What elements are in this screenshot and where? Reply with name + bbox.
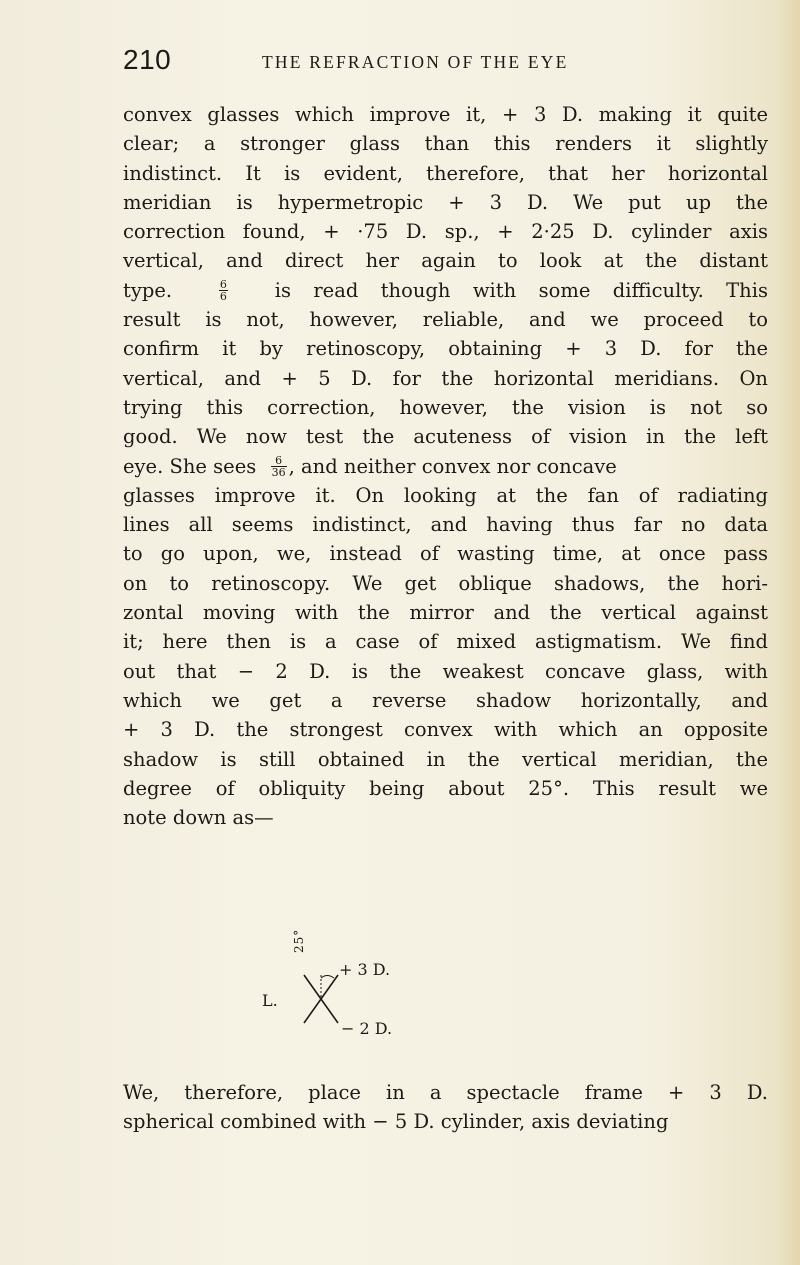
text-line: trying this correction, however, the vision is not so: [123, 395, 768, 419]
page-number: 210: [123, 44, 172, 75]
text-segment: is read though with some difficulty. This: [274, 278, 768, 302]
text-line: it; here then is a case of mixed astigmatism. We find: [123, 630, 768, 654]
text-line: degree of obliquity being about 25°. This result we: [123, 776, 768, 800]
text-line: result is not, however, reliable, and we proceed to: [123, 308, 768, 332]
page-header: [0, 42, 800, 82]
text-line: shadow is still obtained in the vertical meridian, the: [123, 747, 768, 771]
minus-meridian-label: − 2 D.: [341, 1019, 393, 1038]
text-line: on to retinoscopy. We get oblique shadows, the hori-: [123, 571, 768, 595]
text-line: convex glasses which improve it, + 3 D. making it quite: [123, 103, 768, 126]
text-line: note down as—: [123, 806, 274, 830]
text-line: good. We now test the acuteness of vision in the left: [123, 425, 768, 449]
text-segment: , and neither convex nor concave: [288, 454, 617, 478]
running-head: THE REFRACTION OF THE EYE: [262, 52, 569, 72]
text-line: meridian is hypermetropic + 3 D. We put up the: [123, 190, 768, 214]
visual-acuity-fraction: [219, 279, 228, 302]
text-segment: type.: [123, 278, 173, 302]
text-line: correction found, + ·75 D. sp., + 2·25 D. cylinder axis: [123, 220, 768, 244]
text-line: lines all seems indistinct, and having thus far no data: [123, 513, 768, 537]
text-segment: eye. She sees: [123, 454, 257, 478]
text-line-with-fraction: [123, 452, 768, 481]
text-line: indistinct. It is evident, therefore, that her horizontal: [123, 161, 768, 185]
text-line: which we get a reverse shadow horizontally, and: [123, 688, 768, 712]
fraction-denominator: 36: [271, 465, 286, 479]
text-line: vertical, and + 5 D. for the horizontal meridians. On: [123, 366, 768, 390]
closing-paragraph: [123, 1078, 768, 1137]
visual-acuity-fraction: [271, 455, 287, 478]
fraction-numerator: 6: [271, 455, 287, 467]
text-line: zontal moving with the mirror and the vertical against: [123, 601, 768, 625]
text-line: clear; a stronger glass than this renders it slightly: [123, 132, 768, 156]
text-line: glasses improve it. On looking at the fan of radiating: [123, 483, 768, 507]
text-line: out that − 2 D. is the weakest concave glass, with: [123, 659, 768, 683]
text-line: to go upon, we, instead of wasting time, at once pass: [123, 542, 768, 566]
text-line: + 3 D. the strongest convex with which an opposite: [123, 718, 768, 742]
astigmatism-diagram: [262, 915, 462, 1055]
fraction-numerator: 6: [219, 277, 227, 291]
text-line: We, therefore, place in a spectacle frame + 3 D.: [123, 1081, 768, 1104]
text-line: confirm it by retinoscopy, obtaining + 3 D. for the: [123, 337, 768, 361]
fraction-denominator: 6: [219, 289, 227, 303]
text-line-with-fraction: [123, 276, 768, 305]
text-line: spherical combined with − 5 D. cylinder, axis deviating: [123, 1110, 669, 1134]
plus-meridian-label: + 3 D.: [339, 960, 391, 979]
body-paragraph: [123, 100, 768, 832]
text-line: vertical, and direct her again to look at the distant: [123, 249, 768, 273]
angle-arc: [321, 976, 334, 979]
angle-label: 25°: [292, 928, 306, 953]
eye-label: L.: [262, 991, 278, 1010]
